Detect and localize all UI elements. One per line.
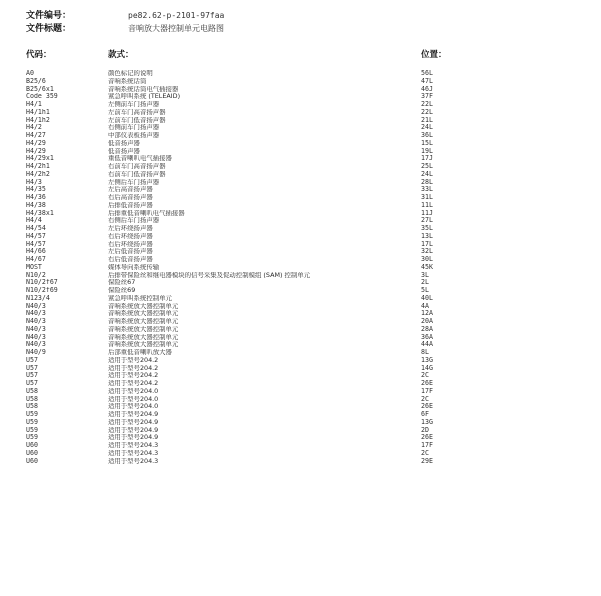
row-description: 右侧后车门扬声器 [108, 217, 160, 225]
table-row [0, 70, 601, 78]
row-position: 2C [421, 449, 429, 457]
row-code: B25/6x1 [26, 85, 54, 93]
row-position: 21L [421, 116, 433, 124]
table-row [0, 427, 601, 435]
row-code: U58 [26, 403, 38, 411]
row-position: 2D [421, 426, 429, 434]
row-description: 音响系统放大器控制单元 [108, 318, 179, 325]
row-position: 17J [421, 155, 433, 163]
row-description: 适用于型号204.9 [108, 418, 159, 426]
row-description: 右前车门低音扬声器 [108, 170, 166, 178]
row-code: N40/3 [26, 318, 46, 325]
row-code: U59 [26, 434, 38, 442]
row-description: 适用于型号204.3 [108, 457, 159, 465]
table-row [0, 287, 601, 295]
row-code: H4/2h2 [26, 170, 50, 178]
row-description: 适用于型号204.2 [108, 356, 159, 364]
row-code: H4/29 [26, 147, 46, 155]
table-row [0, 310, 601, 318]
row-description: 适用于型号204.9 [108, 426, 159, 434]
row-code: N40/3 [26, 333, 46, 341]
row-position: 12A [421, 310, 433, 318]
row-code: N40/3 [26, 310, 46, 318]
row-code: U58 [26, 395, 38, 403]
row-description: 保险丝67 [108, 279, 136, 287]
row-code: B25/6 [26, 77, 46, 85]
table-row [0, 117, 601, 125]
row-position: 29E [421, 457, 433, 465]
row-code: U60 [26, 457, 38, 465]
row-code: H4/1h2 [26, 116, 50, 124]
row-code: N40/3 [26, 325, 46, 333]
table-row [0, 194, 601, 202]
row-code: H4/38 [26, 201, 46, 209]
table-row [0, 388, 601, 396]
row-code: U57 [26, 364, 38, 372]
row-code: U59 [26, 418, 38, 426]
row-position: 6F [421, 411, 429, 418]
row-code: Code 359 [26, 93, 58, 101]
row-code: N40/3 [26, 302, 46, 310]
row-description: 左侧后车门扬声器 [108, 178, 160, 186]
row-position: 47L [421, 77, 433, 85]
row-code: H4/1h1 [26, 108, 50, 116]
row-position: 36A [421, 333, 433, 341]
table-row [0, 272, 601, 280]
row-description: 颜色标记的说明 [108, 70, 153, 77]
row-position: 25L [421, 163, 433, 170]
row-position: 2C [421, 395, 429, 403]
row-code: H4/27 [26, 132, 46, 139]
row-position: 24L [421, 170, 433, 178]
table-row [0, 217, 601, 225]
row-code: H4/38x1 [26, 209, 54, 217]
row-code: U59 [26, 426, 38, 434]
table-row [0, 155, 601, 163]
row-description: 音响系统放大器控制单元 [108, 302, 179, 310]
row-description: 中部仪表板扬声器 [108, 132, 160, 139]
column-header-code: 代码： [26, 50, 52, 60]
row-description: 右后高音扬声器 [108, 194, 153, 201]
row-description: 后部重低音喇叭放大器 [108, 349, 172, 356]
column-header-description: 款式： [108, 50, 134, 60]
row-description: 保险丝69 [108, 287, 136, 294]
row-position: 28A [421, 325, 433, 333]
row-position: 30L [421, 256, 433, 263]
row-position: 44A [421, 341, 433, 349]
table-row [0, 450, 601, 458]
row-description: 音响系统放大器控制单元 [108, 310, 179, 318]
row-position: 37F [421, 93, 433, 101]
table-row [0, 148, 601, 156]
row-description: 后排带保险丝和继电器模块的信号采集及促动控制模组 (SAM) 控制单元 [108, 271, 311, 279]
row-code: N40/3 [26, 341, 46, 349]
table-row [0, 93, 601, 101]
row-position: 8L [421, 349, 429, 356]
component-table [0, 70, 601, 465]
row-description: 适用于型号204.0 [108, 395, 159, 403]
table-row [0, 86, 601, 94]
table-row [0, 334, 601, 342]
row-description: 适用于型号204.3 [108, 442, 159, 449]
row-description: 左后低音扬声器 [108, 248, 153, 256]
table-row [0, 434, 601, 442]
row-position: 11L [421, 201, 433, 209]
table-row [0, 186, 601, 194]
row-position: 20A [421, 318, 433, 325]
row-description: 左侧前车门扬声器 [108, 101, 160, 108]
row-code: H4/29 [26, 139, 46, 147]
table-row [0, 357, 601, 365]
table-row [0, 225, 601, 233]
row-code: N10/2f67 [26, 279, 58, 287]
row-code: A0 [26, 70, 34, 77]
table-row [0, 279, 601, 287]
row-description: 紧急呼叫系统 (TELEAID) [108, 93, 181, 101]
table-row [0, 264, 601, 272]
table-row [0, 411, 601, 419]
row-code: H4/29x1 [26, 155, 54, 163]
table-row [0, 241, 601, 249]
row-code: MOST [26, 263, 42, 271]
row-description: 右前车门高音扬声器 [108, 163, 166, 170]
row-code: H4/67 [26, 256, 46, 263]
table-row [0, 101, 601, 109]
table-row [0, 326, 601, 334]
table-row [0, 419, 601, 427]
row-position: 3L [421, 271, 429, 279]
table-row [0, 396, 601, 404]
row-code: U58 [26, 387, 38, 395]
row-code: H4/35 [26, 186, 46, 194]
row-position: 2L [421, 279, 429, 287]
row-description: 适用于型号204.3 [108, 449, 159, 457]
table-row [0, 458, 601, 466]
table-row [0, 349, 601, 357]
row-position: 31L [421, 194, 433, 201]
row-code: U57 [26, 372, 38, 380]
table-row [0, 140, 601, 148]
row-code: U57 [26, 356, 38, 364]
row-code: H4/54 [26, 225, 46, 232]
row-code: N123/4 [26, 294, 50, 302]
table-row [0, 403, 601, 411]
row-position: 36L [421, 132, 433, 139]
table-row [0, 380, 601, 388]
row-description: 音响系统放大器控制单元 [108, 333, 179, 341]
row-description: 适用于型号204.2 [108, 380, 159, 387]
row-description: 右侧前车门扬声器 [108, 124, 160, 132]
row-position: 46J [421, 85, 433, 93]
table-row [0, 303, 601, 311]
row-code: H4/4 [26, 217, 42, 225]
row-position: 24L [421, 124, 433, 132]
row-code: H4/1 [26, 101, 42, 108]
row-description: 媒体导向系统传输 [108, 263, 160, 271]
table-row [0, 295, 601, 303]
row-position: 15L [421, 139, 433, 147]
row-code: H4/3 [26, 178, 42, 186]
row-position: 22L [421, 108, 433, 116]
row-description: 右后环绕扬声器 [108, 232, 153, 240]
row-code: U59 [26, 411, 38, 418]
file-title-label: 文件标题： [26, 24, 72, 34]
row-description: 适用于型号204.2 [108, 364, 159, 372]
row-position: 13L [421, 232, 433, 240]
row-code: H4/36 [26, 194, 46, 201]
row-position: 26E [421, 403, 433, 411]
row-code: U60 [26, 449, 38, 457]
row-position: 17L [421, 240, 433, 248]
row-position: 35L [421, 225, 433, 232]
row-description: 左前车门低音扬声器 [108, 116, 166, 124]
row-position: 13G [421, 418, 433, 426]
row-code: H4/2h1 [26, 163, 50, 170]
column-header-position: 位置： [421, 50, 447, 60]
row-description: 适用于型号204.0 [108, 403, 159, 411]
table-row [0, 233, 601, 241]
row-position: 13G [421, 356, 433, 364]
row-description: 低音扬声器 [108, 139, 140, 147]
table-row [0, 210, 601, 218]
row-position: 26E [421, 380, 433, 387]
row-position: 28L [421, 178, 433, 186]
row-description: 左后环绕扬声器 [108, 225, 153, 232]
row-description: 适用于型号204.2 [108, 372, 159, 380]
row-position: 32L [421, 248, 433, 256]
table-row [0, 171, 601, 179]
row-code: U57 [26, 380, 38, 387]
row-description: 后排低音扬声器 [108, 201, 153, 209]
row-description: 后排重低音喇叭电气插接器 [108, 209, 185, 217]
row-code: H4/57 [26, 240, 46, 248]
table-row [0, 124, 601, 132]
row-description: 紧急呼叫系统控制单元 [108, 294, 172, 302]
row-position: 17F [421, 387, 433, 395]
row-position: 14G [421, 364, 433, 372]
row-code: U60 [26, 442, 38, 449]
table-row [0, 78, 601, 86]
row-description: 音响系统放大器控制单元 [108, 325, 179, 333]
row-position: 27L [421, 217, 433, 225]
row-description: 左后高音扬声器 [108, 186, 153, 194]
row-description: 音响系统话筒电气插接器 [108, 85, 179, 93]
file-number-value: pe82.62-p-2101-97faa [128, 11, 225, 20]
row-position: 4A [421, 302, 429, 310]
row-description: 音响系统话筒 [108, 77, 147, 85]
table-row [0, 442, 601, 450]
row-code: N40/9 [26, 349, 46, 356]
row-position: 22L [421, 101, 433, 108]
row-description: 右后低音扬声器 [108, 256, 153, 263]
row-description: 适用于型号204.9 [108, 434, 159, 442]
row-position: 11J [421, 209, 433, 217]
row-code: H4/57 [26, 232, 46, 240]
row-code: H4/66 [26, 248, 46, 256]
table-row [0, 318, 601, 326]
row-position: 56L [421, 70, 433, 77]
row-description: 左前车门高音扬声器 [108, 108, 166, 116]
row-description: 右后环绕扬声器 [108, 240, 153, 248]
table-row [0, 248, 601, 256]
table-row [0, 163, 601, 171]
table-row [0, 132, 601, 140]
file-number-label: 文件编号： [26, 11, 72, 21]
row-code: N10/2f69 [26, 287, 58, 294]
row-code: N10/2 [26, 271, 46, 279]
table-row [0, 179, 601, 187]
row-description: 重低音喇叭电气插接器 [108, 155, 172, 163]
row-position: 19L [421, 147, 433, 155]
row-position: 17F [421, 442, 433, 449]
file-title-value: 音响放大器控制单元电路图 [128, 24, 224, 33]
table-row [0, 372, 601, 380]
table-row [0, 202, 601, 210]
row-description: 音响系统放大器控制单元 [108, 341, 179, 349]
row-description: 适用于型号204.9 [108, 411, 159, 418]
row-position: 5L [421, 287, 429, 294]
row-position: 40L [421, 294, 433, 302]
table-row [0, 341, 601, 349]
row-position: 45K [421, 263, 433, 271]
row-code: H4/2 [26, 124, 42, 132]
row-position: 26E [421, 434, 433, 442]
row-position: 2C [421, 372, 429, 380]
row-description: 低音扬声器 [108, 147, 140, 155]
row-position: 33L [421, 186, 433, 194]
table-row [0, 109, 601, 117]
table-row [0, 256, 601, 264]
row-description: 适用于型号204.0 [108, 387, 159, 395]
table-row [0, 365, 601, 373]
